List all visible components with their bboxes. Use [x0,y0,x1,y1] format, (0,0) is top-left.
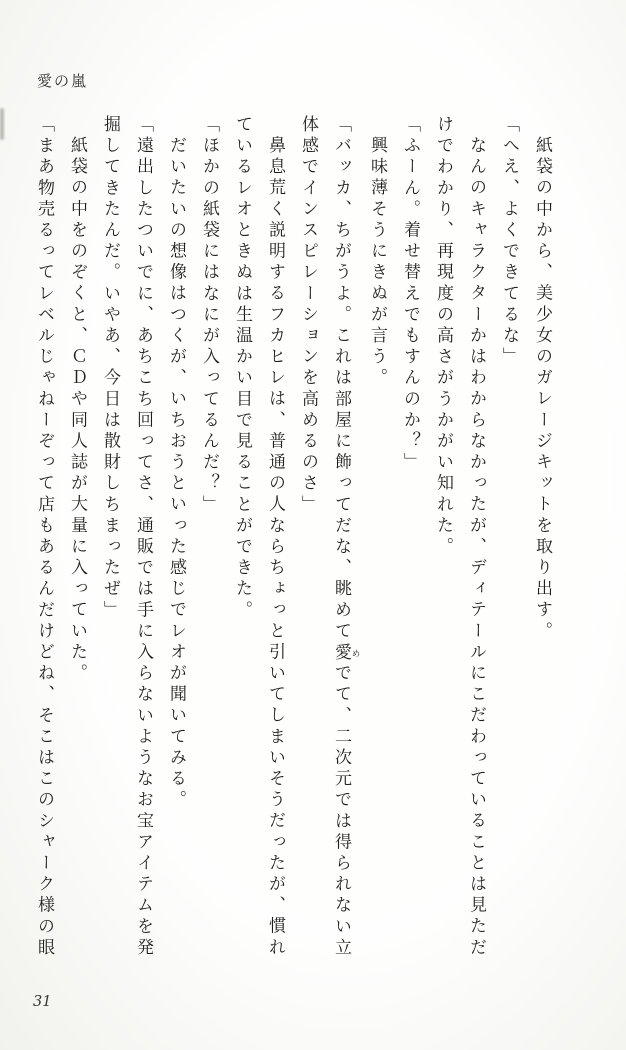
text-line: 紙袋の中から、美少女のガレージキットを取り出す。 [532,136,552,643]
text-line: 紙袋の中をのぞくと、ＣＤや同人誌が大量に入っていた。 [67,136,87,685]
text-line: 「ほかの紙袋にはなにが入ってるんだ？」 [199,115,219,516]
text-line: 「まあ物売るってレベルじゃねーぞって店もあるんだけどね、そこはこのシャーク様の眼 [34,115,54,959]
page-number: 31 [33,994,52,1010]
text-line: けでわかり、再現度の高さがうかがい知れた。 [433,115,453,559]
text-line: 興味薄そうにきぬが言う。 [367,136,387,390]
text-line: だいたいの想像はつくが、いちおうといった感じでレオが聞いてみる。 [166,136,186,812]
vertical-text-block [30,115,558,967]
text-line: 「遠出したついでに、あちこち回ってさ、通販では手に入らないようなお宝アイテムを発 [133,115,153,959]
text-line: なんのキャラクターかはわからなかったが、ディテールにこだわっていることは見ただ [466,136,486,959]
running-header-title: 愛の嵐 [37,72,89,90]
text-line: 鼻息荒く説明するフカヒレは、普通の人ならちょっと引いてしまいそうだったが、慣れ [265,136,285,959]
text-line: 「へえ、よくできてるな」 [499,115,519,369]
text-line: 掘してきたんだ。いやあ、今日は散財しちまったぜ」 [100,115,120,622]
text-line: 「ふーん。着せ替えでもすんのか？」 [400,115,420,474]
furigana-ruby: 愛 め [331,642,360,664]
scan-edge-artifact [0,108,4,140]
text-line: ているレオときぬは生温かい目で見ることができた。 [232,115,252,622]
text-line: 「バッカ、ちがうよ。これは部屋に飾ってだな、眺めて愛 めでて、二次元では得られない立 [331,115,360,960]
text-line: 体感でインスピレーションを高めるのさ」 [298,115,318,516]
